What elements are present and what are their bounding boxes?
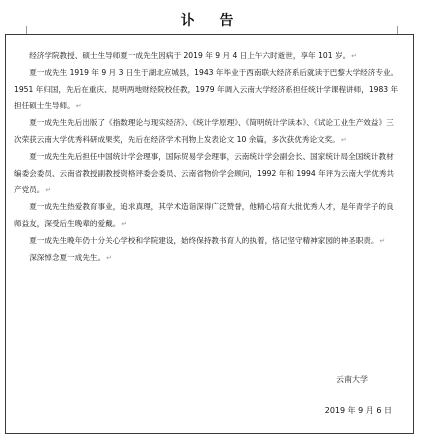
paragraph-5: 夏一成先生热爱教育事业，追求真理，其学术造诣深得广泛赞誉，他精心培育大批优秀人才，是年青学子的良师益友，深受后生晚辈的爱戴。↵ <box>14 202 394 228</box>
signature-date: 2019 年 9 月 6 日 <box>324 406 392 415</box>
paragraph-3: 夏一成先生先后出版了《指数理论与现实经济》、《统计学原理》、《简明统计学读本》、《试论工业生产效益》三次荣获云南大学优秀科研成果奖，先后在经济学术刊物上发表论文 10 余篇，多次获优秀论文奖。↵ <box>14 118 394 144</box>
paragraph-7: 深深悼念夏一成先生。↵ <box>29 252 112 262</box>
obituary-body <box>14 48 400 266</box>
obituary-title: 讣 告 <box>180 13 244 29</box>
paragraph-4: 夏一成先生先后担任中国统计学会理事，国际贸易学会理事，云南统计学会副会长、国家统计局全国统计教材编委会委员、云南省教授副教授资格评委会委员、云南省物价学会顾问，1992 年和 1994 年评为云南大学优秀共产党员。↵ <box>14 151 395 195</box>
paragraph-6: 夏一成先生晚年仍十分关心学校和学院建设，始终保持教书育人的执着，恪记坚守精神家园的神圣职责。↵ <box>29 235 386 245</box>
signature: 云南大学 <box>336 375 368 384</box>
paragraph-1: 经济学院教授、硕士生导师夏一成先生因病于 2019 年 9 月 4 日上午六时逝世，享年 101 岁。↵ <box>29 51 358 60</box>
paragraph-2: 夏一成先生 1919 年 9 月 3 日生于湖北应城县，1943 年毕业于西南联大经济系后就读于巴黎大学经济专业。1951 年归国，先后在重庆、昆明两地财经院校任教，1979 年调入云南大学经济系担任统计学课程讲师，1983 年担任硕士生导师。↵ <box>14 67 399 111</box>
